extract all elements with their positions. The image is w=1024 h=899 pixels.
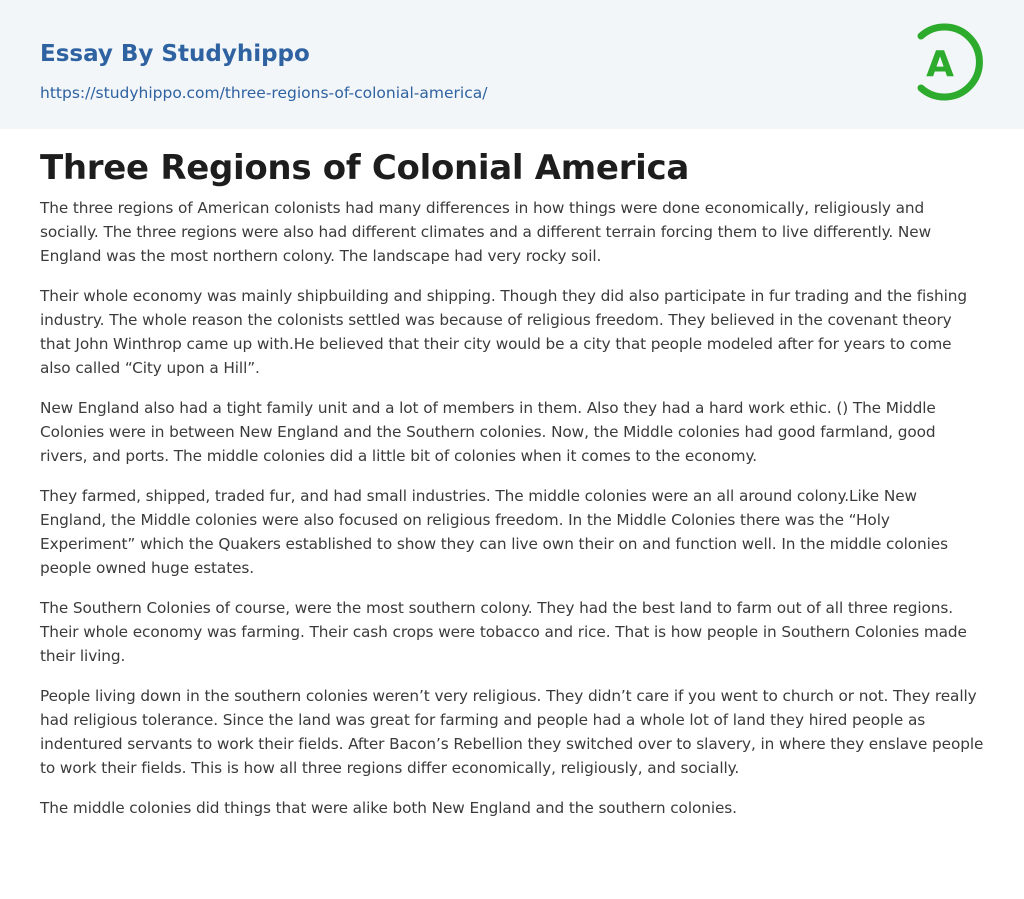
essay-paragraph: New England also had a tight family unit and a lot of members in them. Also they had a hard work ethic. () The Middle Colonies were in between New England and the Southern colonies. Now, the Middle colonies had good farmland, good rivers, and ports. The middle colonies did a little bit of colonies when it comes to the economy. — [40, 399, 936, 465]
essay-content — [40, 146, 984, 836]
source-url-link[interactable]: https://studyhippo.com/three-regions-of-colonial-america/ — [40, 84, 488, 102]
brand-title: Essay By Studyhippo — [40, 41, 310, 67]
essay-paragraph: The three regions of American colonists had many differences in how things were done economically, religiously and socially. The three regions were also had different climates and a different terrain forcing them to live differently. New England was the most northern colony. The landscape had very rocky soil. — [40, 199, 931, 265]
essay-paragraph: Their whole economy was mainly shipbuilding and shipping. Though they did also participate in fur trading and the fishing industry. The whole reason the colonists settled was because of religious freedom. They believed in the covenant theory that John Winthrop came up with.He believed that their city would be a city that people modeled after for years to come also called “City upon a Hill”. — [40, 287, 967, 377]
logo-ring-icon — [912, 19, 986, 105]
essay-paragraph: People living down in the southern colonies weren’t very religious. They didn’t care if you went to church or not. They really had religious tolerance. Since the land was great for farming and people had a whole lot of land they hired people as indentured servants to work their fields. After Bacon’s Rebellion they switched over to slavery, in where they enslave people to work their fields. This is how all three regions differ economically, religiously, and socially. — [40, 687, 984, 777]
essay-paragraph: The middle colonies did things that were alike both New England and the southern colonies. — [40, 799, 737, 817]
essay-paragraph: The Southern Colonies of course, were the most southern colony. They had the best land to farm out of all three regions. Their whole economy was farming. Their cash crops were tobacco and rice. That is how people in Southern Colonies made their living. — [40, 599, 967, 665]
essay-paragraph: They farmed, shipped, traded fur, and had small industries. The middle colonies were an all around colony.Like New England, the Middle colonies were also focused on religious freedom. In the Middle Colonies there was the “Holy Experiment” which the Quakers established to show they can live own their on and function well. In the middle colonies people owned huge estates. — [40, 487, 948, 577]
site-header — [0, 0, 1024, 129]
studyhippo-logo[interactable] — [912, 19, 986, 105]
logo-letter: A — [926, 44, 954, 85]
page-title: Three Regions of Colonial America — [40, 148, 690, 188]
